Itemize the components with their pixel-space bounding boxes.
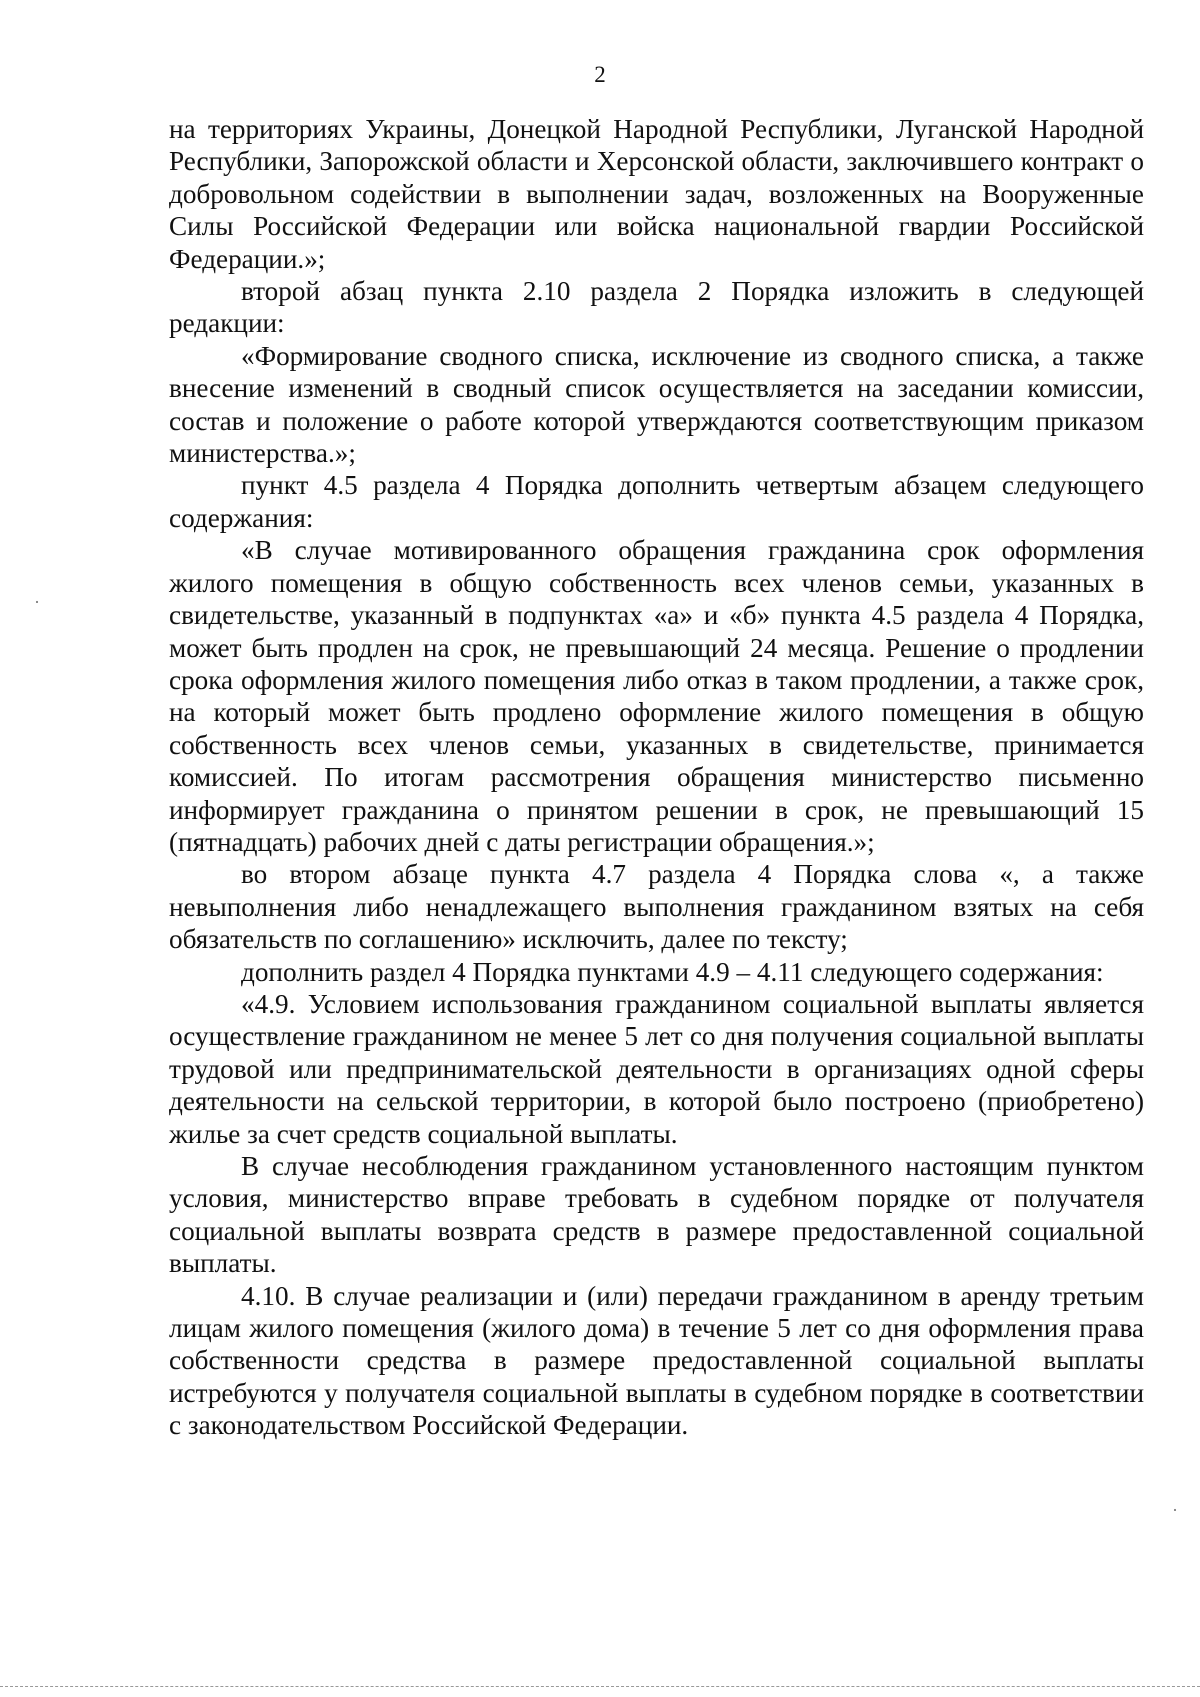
scan-bottom-edge	[0, 1686, 1200, 1687]
page-number: 2	[594, 62, 606, 87]
paragraph-amendment-2-10: второй абзац пункта 2.10 раздела 2 Порядка изложить в следующей редакции:	[169, 276, 1144, 339]
paragraph-amendment-4-5: пункт 4.5 раздела 4 Порядка дополнить четвертым абзацем следующего содержания:	[169, 470, 1144, 533]
paragraph-quote-consolidated-list: «Формирование сводного списка, исключение из сводного списка, а также внесение изменений в сводный список осуществляется на заседании комиссии, состав и положение о работе которой утверждаются соответствующим приказом министерства.»;	[169, 340, 1144, 469]
paragraph-quote-extension: «В случае мотивированного обращения гражданина срок оформления жилого помещения в общую собственность всех членов семьи, указанных в свидетельстве, указанный в подпунктах «а» и «б» пункта 4.5 раздела 4 Порядка, может быть продлен на срок, не превышающий 24 месяца. Решение о продлении срока оформления жилого помещения либо отказ в таком продлении, а также срок, на который может быть продлено оформление жилого помещения в общую собственность всех членов семьи, указанных в свидетельстве, принимается комиссией. По итогам рассмотрения обращения министерство письменно информирует гражданина о принятом решении в срок, не превышающий 15 (пятнадцать) рабочих дней с даты регистрации обращения.»;	[169, 535, 1144, 857]
paragraph-clause-4-9: «4.9. Условием использования гражданином социальной выплаты является осуществление гражданином не менее 5 лет со дня получения социальной выплаты трудовой или предпринимательской деятельности в организациях одной сферы деятельности на сельской территории, в которой было построено (приобретено) жилье за счет средств социальной выплаты.	[169, 988, 1144, 1149]
document-body	[169, 113, 1144, 1442]
paragraph-amendment-4-7: во втором абзаце пункта 4.7 раздела 4 Порядка слова «, а также невыполнения либо ненадлежащего выполнения гражданином взятых на себя обязательств по соглашению» исключить, далее по тексту;	[169, 859, 1144, 955]
paragraph-clause-4-10: 4.10. В случае реализации и (или) передачи гражданином в аренду третьим лицам жилого помещения (жилого дома) в течение 5 лет со дня оформления права собственности средства в размере предоставленной социальной выплаты истребуются у получателя социальной выплаты в судебном порядке в соответствии с законодательством Российской Федерации.	[169, 1280, 1144, 1441]
scan-margin-mark: ·	[34, 592, 40, 612]
scan-margin-mark: ·	[1172, 1500, 1178, 1520]
paragraph-amendment-4-9-4-11: дополнить раздел 4 Порядка пунктами 4.9 – 4.11 следующего содержания:	[241, 956, 1104, 987]
paragraph-clause-4-9-noncompliance: В случае несоблюдения гражданином установленного настоящим пунктом условия, министерство вправе требовать в судебном порядке от получателя социальной выплаты возврата средств в размере предоставленной социальной выплаты.	[169, 1151, 1144, 1279]
paragraph-continuation: на территориях Украины, Донецкой Народной Республики, Луганской Народной Республики, Запорожской области и Херсонской области, заключившего контракт о добровольном содействии в выполнении задач, возложенных на Вооруженные Силы Российской Федерации или войска национальной гвардии Российской Федерации.»;	[169, 114, 1144, 274]
